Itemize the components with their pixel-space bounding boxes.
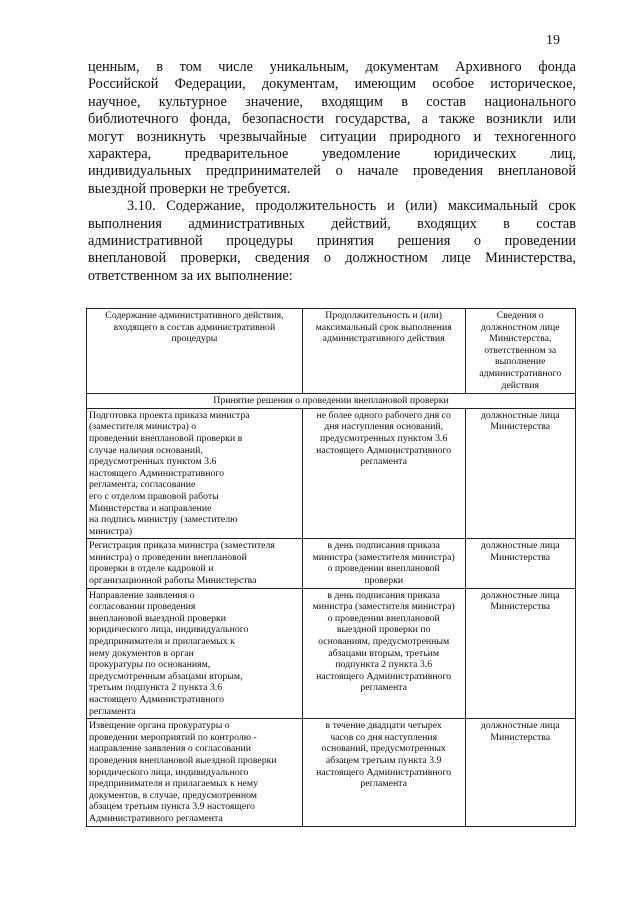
section-title: Принятие решения о проведении внеплановой проверки	[87, 394, 576, 409]
cell-responsible	[465, 719, 576, 826]
text-line: Российской Федерации, документам, имеющим особое историческое,	[88, 76, 576, 93]
text-line: библиотечного фонда, безопасности государства, а также возникли или	[88, 111, 576, 128]
text-line: характера, предварительное уведомление юридических лиц,	[88, 146, 576, 163]
cell-line: регламента	[89, 705, 136, 717]
cell-line: регламента	[360, 456, 407, 468]
cell-duration	[302, 588, 465, 719]
cell-line: проведении мероприятий по контролю -	[89, 731, 257, 743]
cell-duration	[302, 408, 465, 539]
header-line: действия	[501, 379, 540, 391]
cell-line: на подпись министру (заместителю	[89, 514, 238, 526]
paragraph-1	[88, 59, 576, 198]
cell-line: Административного регламента	[89, 812, 223, 824]
header-line: административного	[479, 367, 562, 379]
cell-action	[87, 539, 303, 588]
cell-line: министра (заместителя министра)	[312, 601, 455, 613]
cell-line: Регистрация приказа министра (заместителя	[89, 540, 275, 552]
cell-line: настоящего Административного	[89, 694, 225, 705]
cell-line: его с отделом правовой работы	[89, 490, 219, 502]
cell-line: внеплановой выездной проверки	[89, 612, 227, 624]
cell-line: оснований, предусмотренных	[321, 743, 446, 755]
procedure-table	[86, 308, 576, 827]
text-line: могут возникнуть чрезвычайные ситуации природного и техногенного	[88, 128, 576, 145]
cell-line: согласовании проведения	[89, 601, 196, 613]
text-line: научное, культурное значение, входящим в состав национального	[88, 93, 576, 110]
cell-line: Министерства	[490, 421, 551, 433]
paragraph-2	[88, 198, 576, 285]
text-line: выездной проверки не требуется.	[88, 180, 291, 197]
cell-duration	[302, 539, 465, 588]
cell-line: основаниям, предусмотренным	[318, 636, 450, 648]
cell-line: предпринимателя и прилагаемых к	[89, 636, 235, 648]
text-line: выполнения административных действий, входящих в состав	[88, 215, 576, 232]
cell-line: предусмотренных пунктом 3.6	[89, 456, 217, 468]
cell-line: в день подписания приказа	[327, 589, 441, 601]
text-line: ценным, в том числе уникальным, документам Архивного фонда	[88, 59, 576, 75]
cell-line: третьим подпункта 2 пункта 3.6	[89, 682, 223, 694]
cell-action	[87, 408, 303, 539]
cell-line: регламента	[360, 682, 407, 694]
cell-line: (заместителя министра) о	[89, 421, 197, 433]
header-line: Содержание административного действия,	[105, 310, 284, 321]
cell-line: Подготовка проекта приказа министра	[89, 409, 250, 421]
cell-line: настоящего Административного	[316, 670, 452, 682]
table-row	[87, 408, 576, 539]
header-line: Продолжительность и (или)	[325, 310, 443, 321]
cell-line: прокуратуры по основаниям,	[89, 659, 211, 671]
cell-line: абзацами вторым, третьим	[328, 647, 440, 659]
cell-line: в течение двадцати четырех	[325, 720, 442, 732]
cell-line: Извещение органа прокуратуры о	[89, 720, 230, 732]
cell-line: Министерства	[490, 731, 551, 743]
header-line: входящего в состав административной	[113, 321, 276, 333]
body-text	[88, 59, 576, 285]
cell-line: министра (заместителя министра)	[312, 551, 455, 563]
cell-line: организационной работы Министерства	[89, 575, 257, 587]
cell-line: предусмотренным абзацами вторым,	[89, 670, 243, 682]
cell-line: направление заявления о согласовании	[89, 743, 252, 755]
header-duration	[302, 309, 465, 394]
cell-line: о проведении внеплановой	[327, 563, 440, 575]
cell-line: должностные лица	[480, 540, 560, 552]
cell-action	[87, 588, 303, 719]
cell-line: регламента, согласование	[89, 479, 196, 491]
header-line: административного действия	[322, 333, 445, 345]
cell-line: подпункта 2 пункта 3.6	[335, 659, 433, 671]
cell-line: министра)	[89, 525, 133, 537]
cell-line: в день подписания приказа	[327, 540, 441, 552]
header-line: должностном лице	[480, 321, 560, 333]
cell-line: дня наступления оснований,	[324, 421, 444, 433]
table-row	[87, 539, 576, 588]
cell-line: документов, в случае, предусмотренном	[89, 789, 257, 801]
cell-responsible	[465, 539, 576, 588]
header-action	[87, 309, 303, 394]
cell-line: Направление заявления о	[89, 589, 195, 601]
cell-line: предпринимателя и прилагаемых к нему	[89, 778, 258, 790]
section-row	[87, 394, 576, 409]
table-row	[87, 588, 576, 719]
cell-line: юридического лица, индивидуального	[89, 624, 249, 636]
cell-line: проверки	[364, 575, 404, 587]
cell-line: абзацем третьим пункта 3.9	[325, 754, 442, 766]
cell-line: Министерства	[490, 601, 551, 613]
cell-line: должностные лица	[480, 720, 560, 732]
cell-line: абзацем третьим пункта 3.9 настоящего	[89, 801, 255, 813]
cell-line: проверки в отделе кадровой и	[89, 563, 214, 575]
header-responsible	[465, 309, 576, 394]
text-line: административной процедуры принятия решения о проведении	[88, 233, 576, 250]
cell-line: случае наличия оснований,	[89, 444, 203, 456]
cell-line: выездной проверки по	[336, 624, 431, 636]
cell-line: Министерства	[490, 551, 551, 563]
text-line: ответственном за их выполнение:	[88, 267, 293, 284]
cell-line: проведении внеплановой проверки в	[89, 432, 243, 444]
header-line: Министерства,	[489, 333, 552, 345]
cell-responsible	[465, 588, 576, 719]
cell-line: настоящего Административного	[316, 444, 452, 456]
cell-line: настоящего Административного	[89, 467, 225, 479]
header-line: максимальный срок выполнения	[315, 321, 452, 333]
cell-line: настоящего Административного	[316, 766, 452, 778]
cell-line: должностные лица	[480, 409, 560, 421]
cell-action	[87, 719, 303, 826]
cell-line: нему документов в орган	[89, 647, 194, 659]
cell-line: часов со дня наступления	[330, 731, 438, 743]
text-line: 3.10. Содержание, продолжительность и (или) максимальный срок	[127, 198, 576, 215]
text-line: внеплановой проверки, сведения о должностном лице Министерства,	[88, 250, 576, 267]
header-line: ответственном за	[484, 344, 557, 356]
cell-line: должностные лица	[480, 589, 560, 601]
table-header-row	[87, 309, 576, 394]
cell-line: юридического лица, индивидуального	[89, 766, 249, 778]
cell-duration	[302, 719, 465, 826]
cell-line: проведения внеплановой выездной проверки	[89, 754, 277, 766]
cell-line: министра) о проведении внеплановой	[89, 551, 247, 563]
cell-line: предусмотренных пунктом 3.6	[319, 432, 448, 444]
cell-line: о проведении внеплановой	[327, 612, 440, 624]
header-line: выполнение	[494, 356, 546, 368]
text-line: индивидуальных предпринимателей о начале проведения внеплановой	[88, 163, 576, 180]
cell-responsible	[465, 408, 576, 539]
table-row	[87, 719, 576, 826]
header-line: процедуры	[171, 333, 218, 345]
cell-line: не более одного рабочего дня со	[316, 409, 451, 421]
cell-line: регламента	[360, 778, 407, 790]
header-line: Сведения о	[496, 310, 544, 321]
cell-line: Министерства и направление	[89, 502, 212, 514]
page-number: 19	[546, 33, 560, 48]
